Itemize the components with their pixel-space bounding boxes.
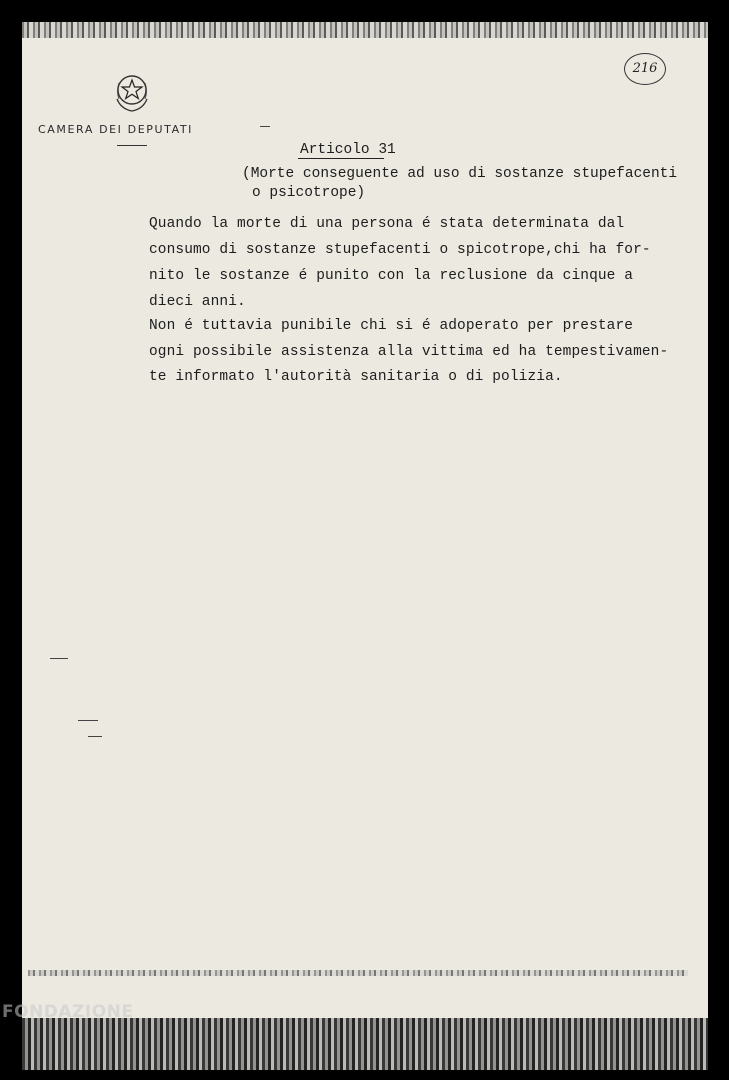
margin-mark [78,720,98,721]
margin-mark [88,736,102,737]
body-line: Quando la morte di una persona é stata determinata dal [149,216,625,232]
institution-rule [117,145,147,146]
watermark-logo: FONDAZIONE [2,1002,134,1022]
body-line: dieci anni. [149,294,246,310]
document-page [22,22,708,1070]
institution-name: CAMERA DEI DEPUTATI [38,123,194,136]
body-line: Non é tuttavia punibile chi si é adoperato per prestare [149,318,634,334]
article-title-underline [298,158,384,159]
photocopy-edge-top [22,22,708,38]
body-line: ogni possibile assistenza alla vittima ed ha tempestivamen- [149,344,669,360]
page-number-stamp: 216 [624,53,666,85]
photocopy-edge-line [28,970,688,976]
article-subtitle-line-2: o psicotrope) [252,185,366,201]
body-line: consumo di sostanze stupefacenti o spicotrope,chi ha for- [149,242,651,258]
article-title: Articolo 31 [300,142,396,158]
body-line: te informato l'autorità sanitaria o di polizia. [149,369,563,385]
margin-mark [50,658,68,659]
photocopy-edge-bottom [22,1018,708,1070]
article-subtitle-line-1: (Morte conseguente ad uso di sostanze stupefacenti [242,166,678,182]
body-line: nito le sostanze é punito con la reclusione da cinque a [149,268,634,284]
emblem-icon [111,69,153,113]
margin-mark [260,126,270,127]
